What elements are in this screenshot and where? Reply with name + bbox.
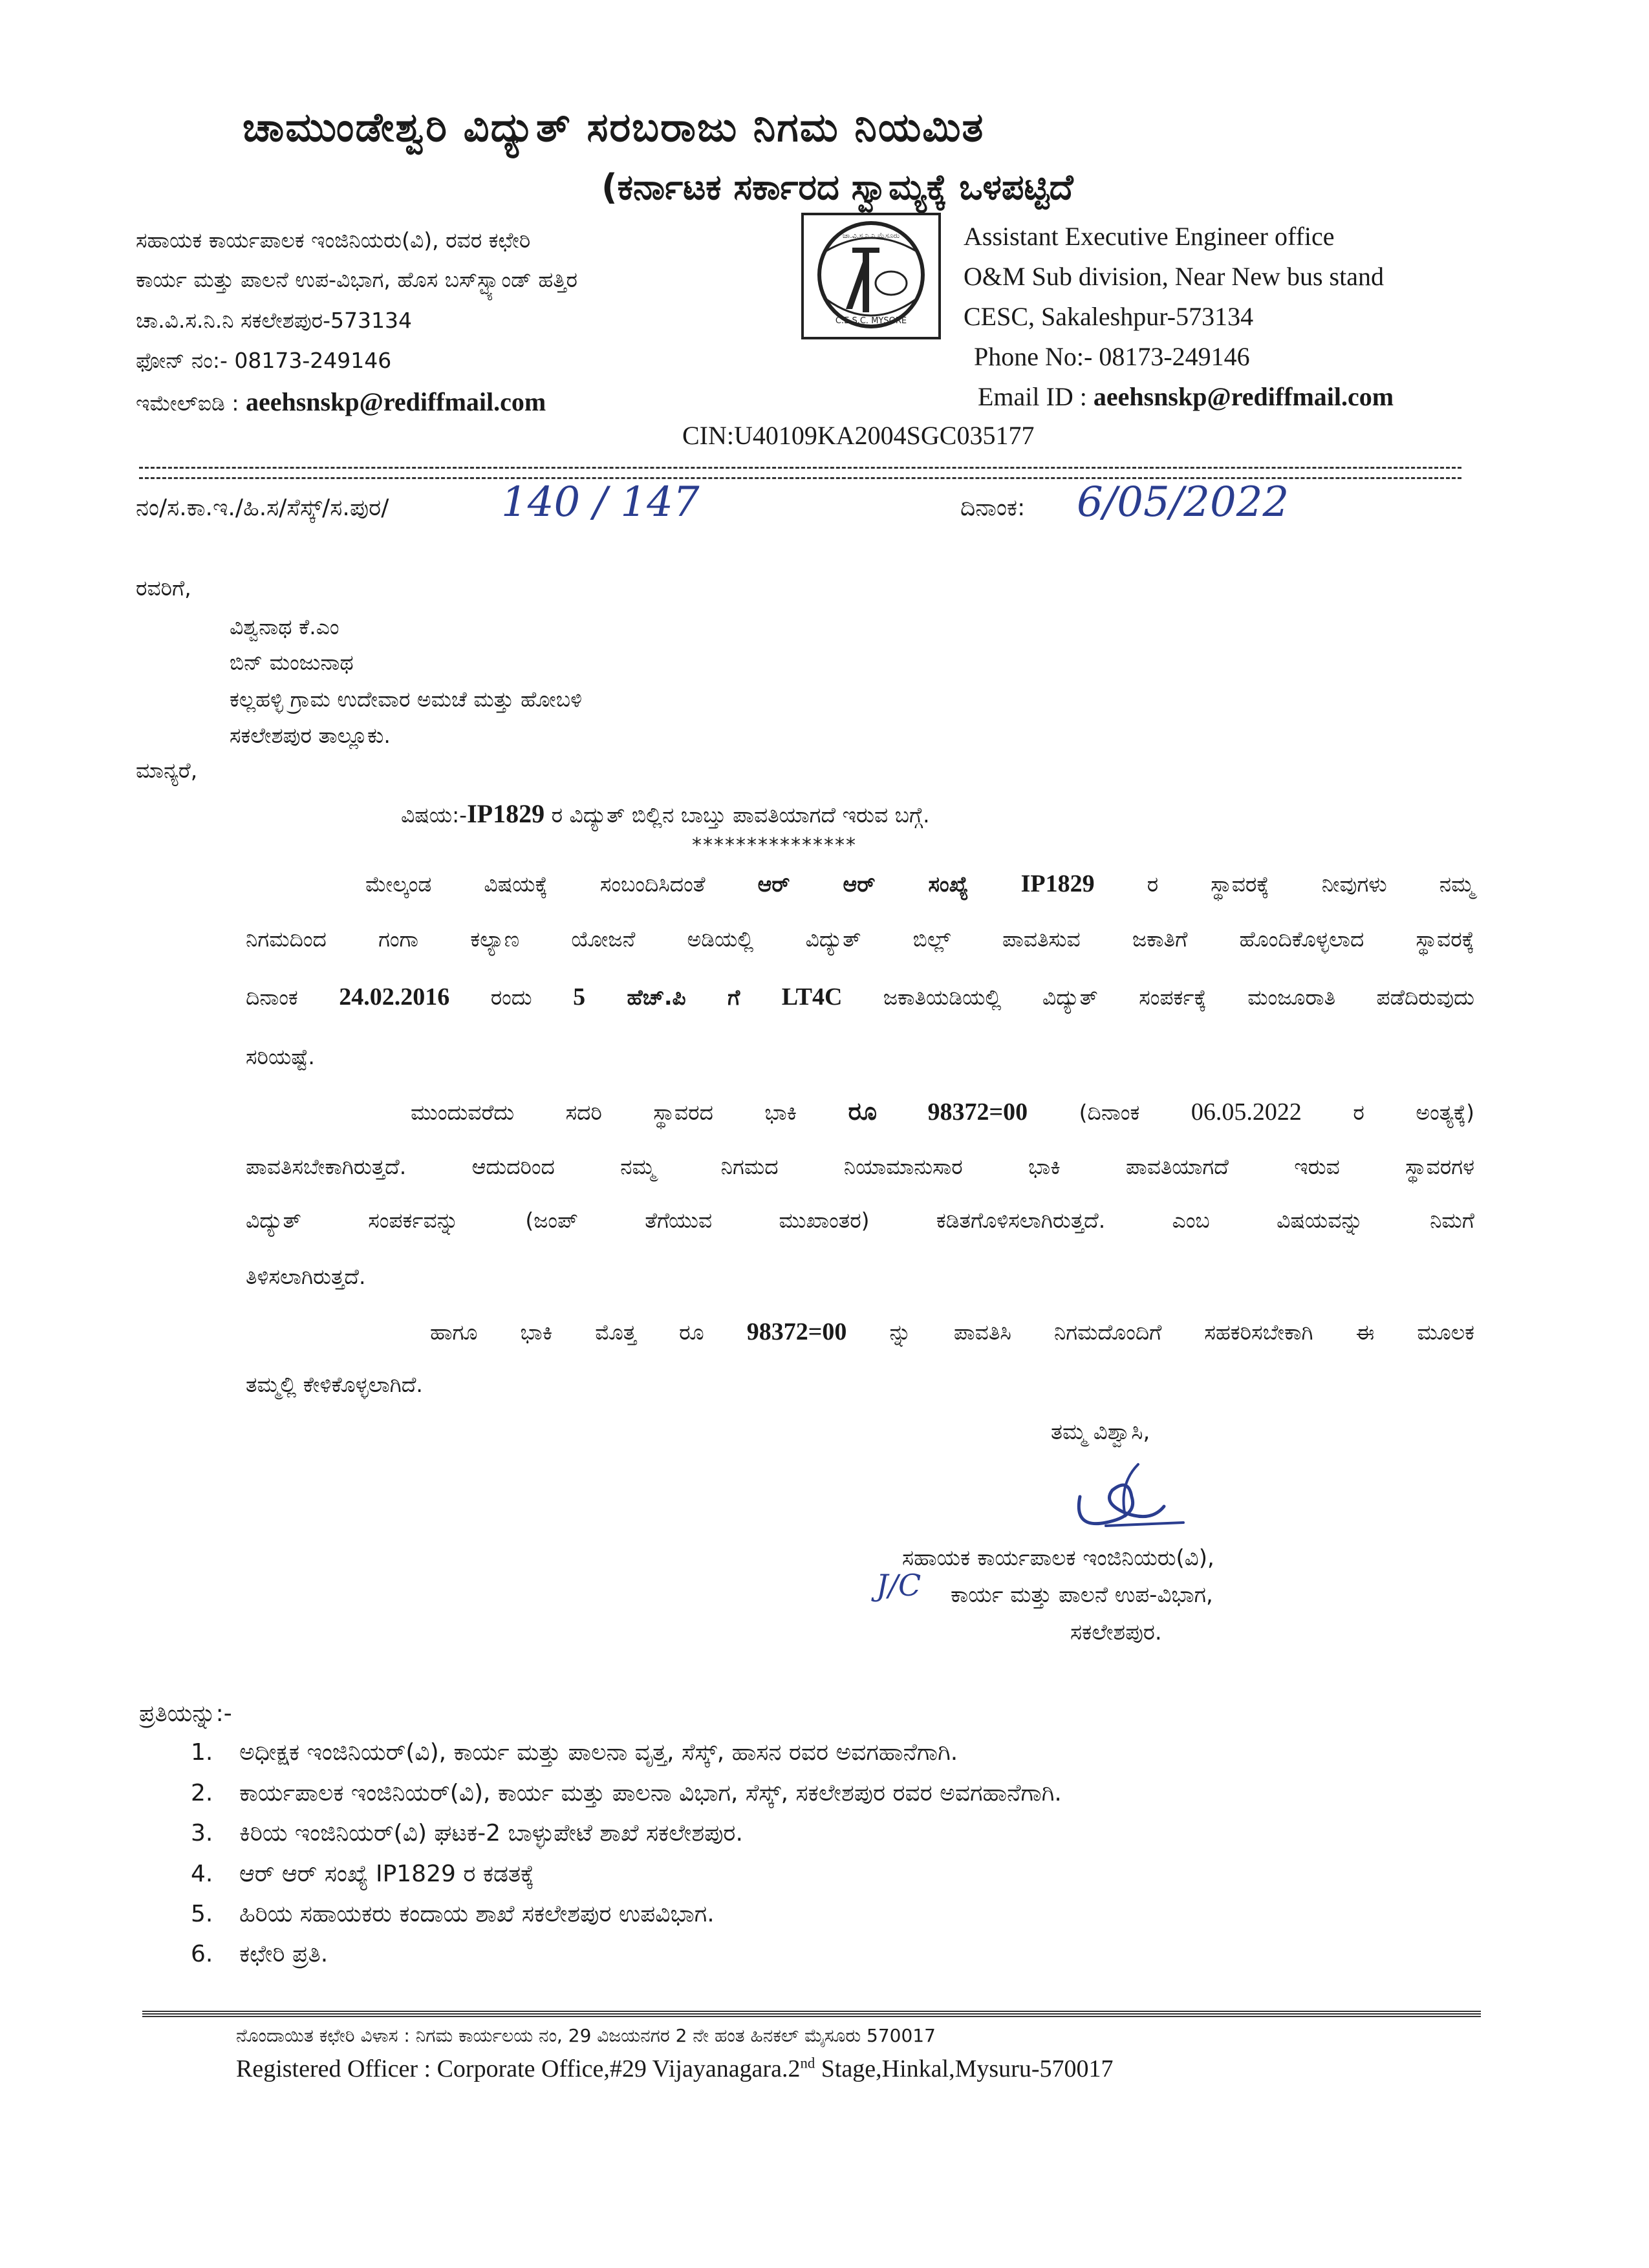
greeting: ಮಾನ್ಯರೆ,	[136, 758, 198, 783]
addressee-name: ವಿಶ್ವನಾಥ ಕೆ.ಎಂ	[230, 614, 339, 639]
reference-line	[136, 495, 389, 522]
subject-text: ರ ವಿದ್ಯುತ್ ಬಿಲ್ಲಿನ ಬಾಬ್ತು ಪಾವತಿಯಾಗದೆ ಇರುವ ಬಗ್ಗೆ.	[544, 802, 930, 828]
subject-label: ವಿಷಯ:-	[401, 802, 468, 828]
copy-to-item: 5. ಹಿರಿಯ ಸಹಾಯಕರು ಕಂದಾಯ ಶಾಖೆ ಸಕಲೇಶಪುರ ಉಪವಿಭಾಗ.	[191, 1901, 715, 1927]
para2-line3: ವಿದ್ಯುತ್ ಸಂಪರ್ಕವನ್ನು (ಜಂಪ್ ತೆಗೆಯುವ ಮುಖಾಂತರ) ಕಡಿತಗೊಳಿಸಲಾಗಿರುತ್ತದೆ. ಎಂಬ ವಿಷಯವನ್ನು ನಿಮಗೆ	[246, 1208, 1474, 1233]
footer-divider	[142, 2011, 1481, 2018]
subject-line	[401, 798, 930, 829]
date-label: ದಿನಾಂಕ:	[960, 495, 1026, 521]
copy-to-item: 6. ಕಛೇರಿ ಪ್ರತಿ.	[191, 1941, 329, 1967]
office-division-kn: ಕಾರ್ಯ ಮತ್ತು ಪಾಲನೆ ಉಪ-ವಿಭಾಗ, ಹೊಸ ಬಸ್‌ಸ್ಟ್ಯಾಂಡ್ ಹತ್ತಿರ	[136, 267, 577, 292]
para1-hp-label: ಹೆಚ್.ಪಿ ಗೆ	[585, 985, 782, 1010]
para1-date-label: ದಿನಾಂಕ	[246, 985, 339, 1010]
footer-address-kn: ನೊಂದಾಯಿತ ಕಛೇರಿ ವಿಳಾಸ : ನಿಗಮ ಕಾರ್ಯಲಯ ನಂ, 29 ವಿಜಯನಗರ 2 ನೇ ಹಂತ ಹಿನಕಲ್ ಮೈಸೂರು 570017	[236, 2025, 936, 2046]
para1-hp: 5	[573, 983, 586, 1011]
email-link-en[interactable]: aeehsnskp@rediffmail.com	[1093, 382, 1394, 411]
para2-text-a: ಮುಂದುವರೆದು ಸದರಿ ಸ್ಥಾವರದ ಭಾಕಿ	[411, 1100, 848, 1125]
organization-title: ಚಾಮುಂಡೇಶ್ವರಿ ವಿದ್ಯುತ್ ಸರಬರಾಜು ನಿಗಮ ನಿಯಮಿತ	[242, 103, 985, 151]
cesc-logo	[801, 212, 942, 340]
subject-ip: IP1829	[467, 799, 545, 828]
designation-line3: ಸಕಲೇಶಪುರ.	[1070, 1620, 1162, 1645]
footer-en-part-b: Stage,Hinkal,Mysuru-570017	[815, 2055, 1114, 2082]
logo-top-text: ಚಾ.ವಿ.ಸ.ನಿ.ನಿ ಮೈಸೂರು	[842, 231, 900, 240]
para1-line3	[246, 983, 1474, 1011]
cin-number: CIN:U40109KA2004SGC035177	[682, 421, 1035, 450]
para3-text-c: ನ್ನು ಪಾವತಿಸಿ ನಿಗಮದೊಂದಿಗೆ ಸಹಕರಿಸಬೇಕಾಗಿ ಈ ಮೂಲಕ	[846, 1320, 1474, 1345]
office-address-kn: ಚಾ.ವಿ.ಸ.ನಿ.ನಿ ಸಕಲೇಶಪುರ-573134	[136, 308, 413, 333]
organization-subtitle: (ಕರ್ನಾಟಕ ಸರ್ಕಾರದ ಸ್ವಾಮ್ಯಕ್ಕೆ ಒಳಪಟ್ಟಿದೆ	[601, 167, 1073, 208]
para2-line1	[411, 1098, 1474, 1126]
copy-to-item: 1. ಅಧೀಕ್ಷಕ ಇಂಜಿನಿಯರ್(ವಿ), ಕಾರ್ಯ ಮತ್ತು ಪಾಲನಾ ವೃತ್ತ, ಸೆಸ್ಕ್, ಹಾಸನ ರವರ ಅವಗಹಾನೆಗಾಗಿ.	[191, 1739, 958, 1766]
letter-date: 6/05/2022	[1077, 478, 1289, 526]
subject-stars: ***************	[692, 834, 857, 857]
para1-line1	[365, 870, 1474, 898]
para2-line2: ಪಾವತಿಸಬೇಕಾಗಿರುತ್ತದೆ. ಆದುದರಿಂದ ನಮ್ಮ ನಿಗಮದ ನಿಯಾಮಾನುಸಾರ ಭಾಕಿ ಪಾವತಿಯಾಗದೆ ಇರುವ ಸ್ಥಾವರಗಳ	[246, 1154, 1474, 1179]
office-email-en	[978, 381, 1394, 412]
designation-line2: ಕಾರ್ಯ ಮತ್ತು ಪಾಲನೆ ಉಪ-ವಿಭಾಗ,	[951, 1582, 1213, 1608]
reference-prefix: ನಂ/ಸ.ಕಾ.ಇ./ಹಿ.ಸ/ಸೆಸ್ಕ್/ಸ.ಪುರ/	[136, 495, 389, 521]
yours-faithfully: ತಮ್ಮ ವಿಶ್ವಾಸಿ,	[1051, 1419, 1150, 1445]
footer-en-part-a: Registered Officer : Corporate Office,#29 Vijayanagara.2	[236, 2055, 801, 2082]
para3-line2: ತಮ್ಮಲ್ಲಿ ಕೇಳಿಕೊಳ್ಳಲಾಗಿದೆ.	[246, 1372, 423, 1397]
office-name-kn: ಸಹಾಯಕ ಕಾರ್ಯಪಾಲಕ ಇಂಜಿನಿಯರು(ವಿ), ರವರ ಕಛೇರಿ	[136, 228, 531, 253]
reference-number: 140 / 147	[501, 478, 700, 526]
header-divider-top	[139, 467, 1461, 469]
para2-text-e: ರ ಅಂತ್ಯಕ್ಕೆ)	[1301, 1100, 1474, 1125]
para1-text-d: ರ ಸ್ಥಾವರಕ್ಕೆ ನೀವುಗಳು ನಮ್ಮ	[1094, 872, 1474, 897]
para1-text-a: ಮೇಲ್ಕಂಡ ವಿಷಯಕ್ಕೆ ಸಂಬಂದಿಸಿದಂತೆ	[365, 872, 758, 897]
logo-bottom-text: C.E.S.C. MYSORE	[835, 316, 907, 326]
para2-amount: ರೂ 98372=00	[848, 1098, 1028, 1126]
para1-date: 24.02.2016	[339, 983, 450, 1011]
footer-address-en	[236, 2055, 1113, 2083]
designation-line1: ಸಹಾಯಕ ಕಾರ್ಯಪಾಲಕ ಇಂಜಿನಿಯರು(ವಿ),	[902, 1545, 1214, 1571]
para2-text-c: (ದಿನಾಂಕ	[1028, 1100, 1191, 1125]
para2-date: 06.05.2022	[1191, 1098, 1302, 1126]
addressee-father: ಬಿನ್ ಮಂಜುನಾಥ	[230, 650, 354, 675]
para1-rr-label: ಆರ್ ಆರ್ ಸಂಖ್ಯೆ	[757, 872, 969, 897]
para1-line2: ನಿಗಮದಿಂದ ಗಂಗಾ ಕಲ್ಯಾಣ ಯೋಜನೆ ಅಡಿಯಲ್ಲಿ ವಿದ್ಯುತ್ ಬಿಲ್ಲ್ ಪಾವತಿಸುವ ಜಕಾತಿಗೆ ಹೊಂದಿಕೊಳ್ಳಲಾದ ಸ್ಥಾವರಕ್ಕೆ	[246, 926, 1474, 952]
initials: J/C	[876, 1568, 921, 1603]
office-email-kn	[136, 387, 546, 417]
para3-text-a: ಹಾಗೂ ಭಾಕಿ ಮೊತ್ತ ರೂ	[430, 1320, 747, 1345]
email-label-en: Email ID :	[978, 382, 1094, 411]
para1-tariff: LT4C	[781, 983, 843, 1011]
office-address-en: CESC, Sakaleshpur-573134	[964, 302, 1254, 331]
para2-line4: ತಿಳಿಸಲಾಗಿರುತ್ತದೆ.	[246, 1264, 366, 1289]
copy-to-item: 3. ಕಿರಿಯ ಇಂಜಿನಿಯರ್(ವಿ) ಘಟಕ-2 ಬಾಳ್ಳುಪೇಟೆ ಶಾಖೆ ಸಕಲೇಶಪುರ.	[191, 1820, 743, 1846]
copy-to-item: 2. ಕಾರ್ಯಪಾಲಕ ಇಂಜಿನಿಯರ್(ವಿ), ಕಾರ್ಯ ಮತ್ತು ಪಾಲನಾ ವಿಭಾಗ, ಸೆಸ್ಕ್, ಸಕಲೇಶಪುರ ರವರ ಅವಗಹಾನೆಗಾಗಿ.	[191, 1780, 1062, 1806]
para3-line1	[430, 1318, 1474, 1346]
copy-to-label: ಪ್ರತಿಯನ್ನು:-	[139, 1700, 232, 1727]
office-phone-kn: ಫೋನ್ ನಂ:- 08173-249146	[136, 348, 392, 373]
office-name-en: Assistant Executive Engineer office	[964, 222, 1335, 251]
email-label-kn: ಇಮೇಲ್‌ಐಡಿ :	[136, 390, 246, 416]
addressee-village: ಕಲ್ಲಹಳ್ಳಿ ಗ್ರಾಮ ಉದೇವಾರ ಅಮಚೆ ಮತ್ತು ಹೋಬಳಿ	[230, 687, 583, 712]
email-link-kn[interactable]: aeehsnskp@rediffmail.com	[245, 387, 546, 416]
para3-amount: 98372=00	[746, 1318, 847, 1345]
salutation-to: ರವರಿಗೆ,	[136, 575, 191, 601]
para1-text-c: ರಂದು	[449, 985, 574, 1010]
office-division-en: O&M Sub division, Near New bus stand	[964, 262, 1384, 291]
addressee-taluk: ಸಕಲೇಶಪುರ ತಾಲ್ಲೂಕು.	[230, 723, 391, 748]
copy-to-item: 4. ಆರ್ ಆರ್ ಸಂಖ್ಯೆ IP1829 ರ ಕಡತಕ್ಕೆ	[191, 1861, 535, 1887]
signature	[1067, 1451, 1196, 1542]
signature-graphic	[1067, 1451, 1196, 1542]
para1-line4: ಸರಿಯಷ್ಟೆ.	[246, 1044, 315, 1069]
footer-en-sup: nd	[800, 2055, 815, 2071]
para1-text-g: ಜಕಾತಿಯಡಿಯಲ್ಲಿ ವಿದ್ಯುತ್ ಸಂಪರ್ಕಕ್ಕೆ ಮಂಜೂರಾತಿ ಪಡೆದಿರುವುದು	[842, 985, 1474, 1010]
para1-ip: IP1829	[1020, 870, 1095, 897]
office-phone-en: Phone No:- 08173-249146	[974, 342, 1250, 371]
cesc-logo-graphic	[801, 212, 942, 340]
